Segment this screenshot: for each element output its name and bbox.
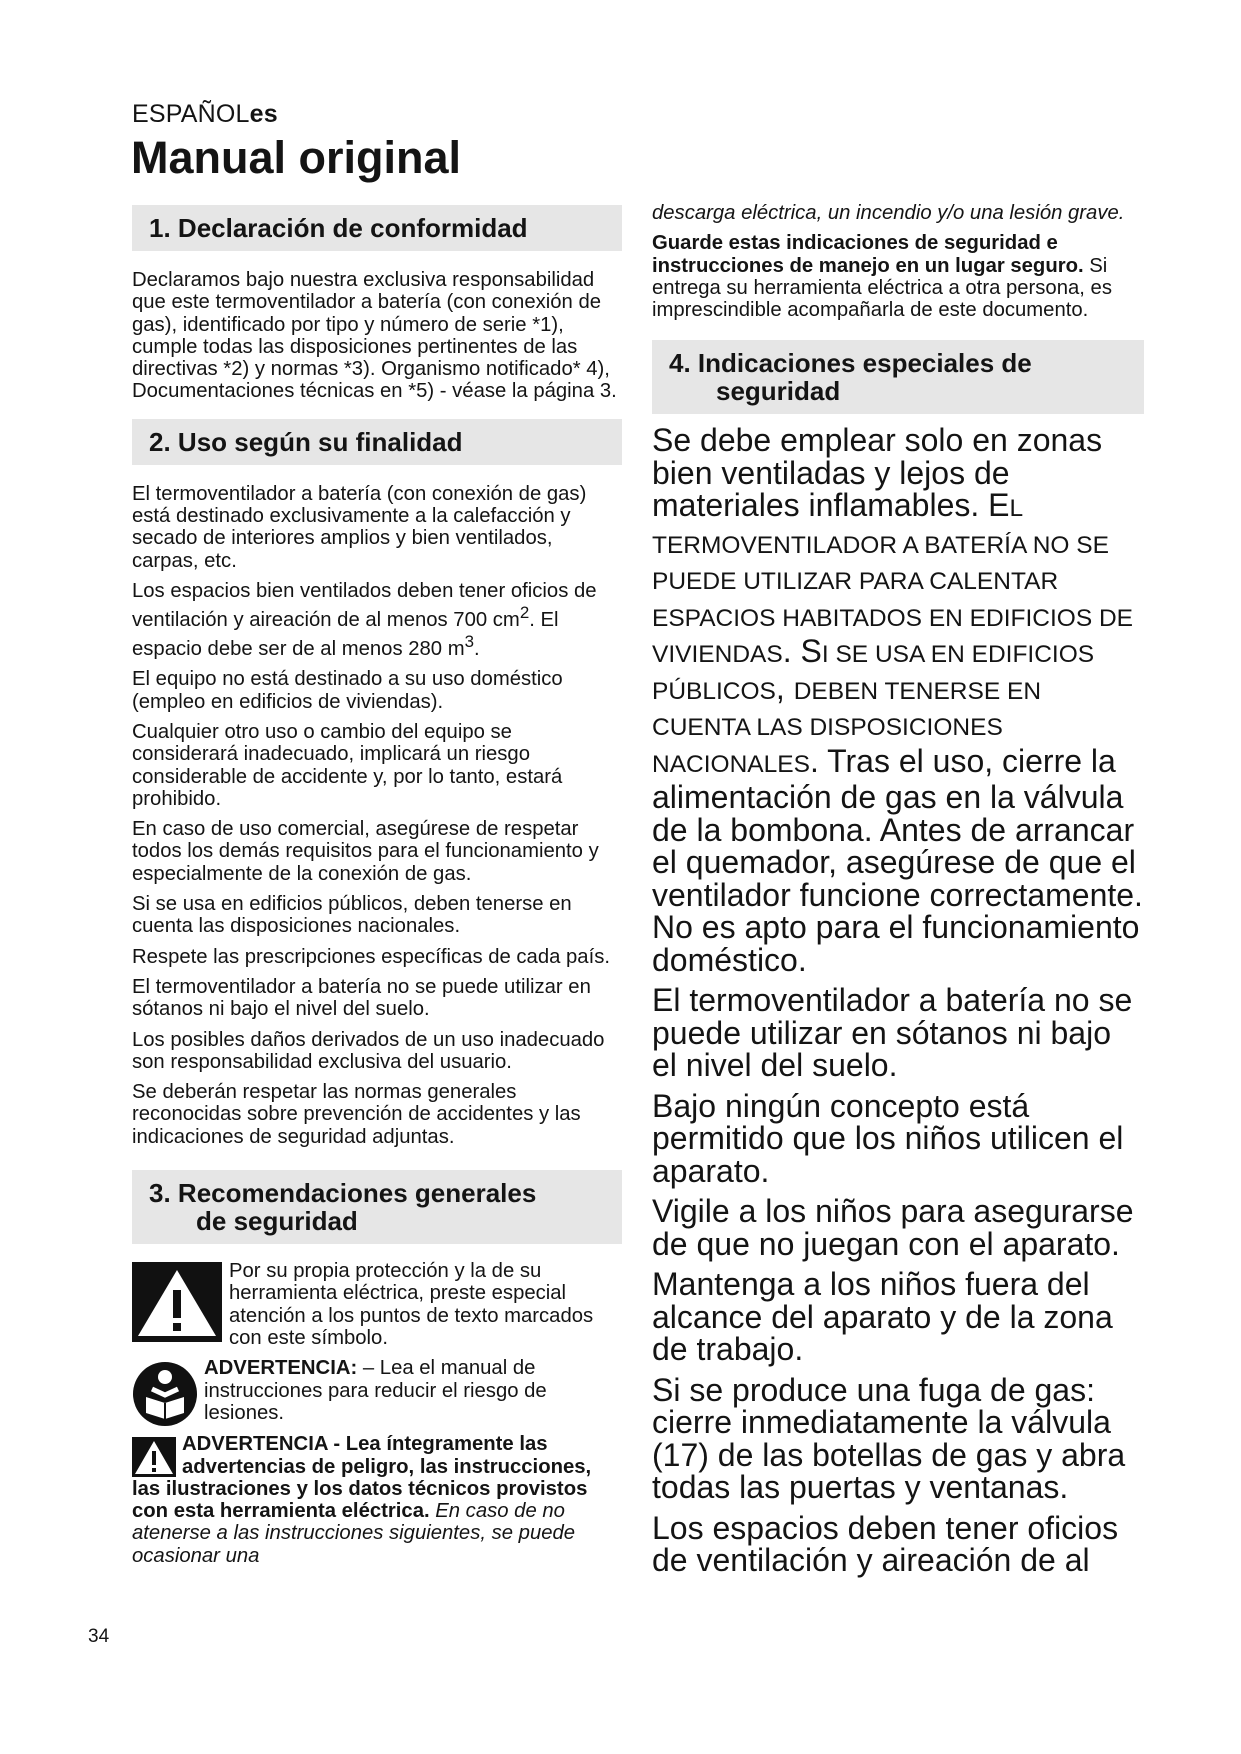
paragraph: El termoventilador a batería (con conexión de gas) está destinado exclusivamente a la calefacción y secado de interiores amplios y bien ventilados, carpas, etc. bbox=[132, 482, 587, 572]
text: – Lea el manual de instrucciones para reducir el riesgo de lesiones. bbox=[204, 1357, 547, 1424]
warning-label: ADVERTENCIA: bbox=[204, 1357, 358, 1380]
language-name: ESPAÑOL bbox=[132, 100, 250, 128]
section-title: Recomendaciones generales bbox=[177, 1178, 537, 1209]
text: . bbox=[474, 638, 480, 661]
warning-symbol-note bbox=[132, 1260, 622, 1349]
paragraph: El termoventilador a batería no se puede utilizar en sótanos ni bajo el nivel del suelo. bbox=[132, 975, 591, 1021]
keep-instructions-paragraph bbox=[652, 232, 1144, 321]
paragraph: Vigile a los niños para asegurarse de que no juegan con el aparato. bbox=[652, 1193, 1134, 1262]
warning-italic-text: En caso de no atenerse a las instrucciones siguientes, se puede ocasionar una bbox=[132, 1500, 576, 1567]
language-label bbox=[132, 100, 278, 129]
section-title: Uso según su finalidad bbox=[177, 426, 463, 457]
paragraph: El equipo no está destinado a su uso doméstico (empleo en edificios de viviendas). bbox=[132, 668, 563, 713]
section-4-heading bbox=[652, 340, 1144, 414]
paragraph: Se deberán respetar las normas generales reconocidas sobre prevención de accidentes y las indicaciones de seguridad adjuntas. bbox=[132, 1081, 581, 1148]
read-manual-note bbox=[132, 1357, 622, 1425]
paragraph: Si se usa en edificios públicos, deben tenerse en cuenta las disposiciones nacionales. bbox=[132, 893, 572, 938]
paragraph: Los posibles daños derivados de un uso inadecuado son responsabilidad exclusiva del usuario. bbox=[132, 1028, 605, 1073]
paragraph: Si se produce una fuga de gas: cierre inmediatamente la válvula (17) de las botellas de gas y abra todas las puertas y ventanas. bbox=[652, 1371, 1126, 1506]
read-manual-icon bbox=[132, 1361, 198, 1427]
section-title-continued: de seguridad bbox=[196, 1206, 358, 1237]
section-title: Declaración de conformidad bbox=[177, 213, 528, 243]
section-number: 4. bbox=[669, 348, 691, 379]
small-caps-text: L TERMOVENTILADOR A BATERÍA NO SE PUEDE UTILIZAR PARA CALENTAR ESPACIOS HABITADOS EN EDIFICIOS DE VIVIENDAS bbox=[652, 495, 1134, 669]
small-caps-text: DEBEN TENERSE EN CUENTA LAS DISPOSICIONES NACIONALES bbox=[652, 677, 1042, 778]
superscript: 3 bbox=[464, 632, 474, 652]
read-manual-text bbox=[132, 1357, 622, 1424]
text: . Tras el uso, cierre la alimentación de gas en la válvula de la bombona. Antes de arrancar el quemador, asegúrese de que el ventilador funcione correctamente. No es apto para el funcionamiento doméstico. bbox=[652, 742, 1143, 978]
bold-text: Guarde estas indicaciones de seguridad e instrucciones de manejo en un lugar seguro. bbox=[652, 232, 1084, 277]
small-caps-text: I SE USA EN EDIFICIOS PÚBLICOS bbox=[652, 641, 1095, 705]
section-3-heading bbox=[132, 1170, 622, 1244]
warning-symbol-text: Por su propia protección y la de su herramienta eléctrica, preste especial atención a los puntos de texto marcados con este símbolo. bbox=[229, 1260, 594, 1349]
page-title: Manual original bbox=[131, 132, 462, 183]
ventilation-paragraph bbox=[132, 580, 622, 660]
text: Si entrega su herramienta eléctrica a otra persona, es imprescindible acompañarla de este documento. bbox=[652, 254, 1112, 322]
paragraph: Cualquier otro uso o cambio del equipo se considerará inadecuado, implicará un riesgo considerable de accidente y, por lo tanto, estará prohibido. bbox=[132, 720, 563, 810]
section-number: 2. bbox=[149, 426, 171, 457]
paragraph: Los espacios deben tener oficios de ventilación y aireación de al bbox=[652, 1509, 1119, 1579]
superscript: 2 bbox=[519, 603, 530, 623]
paragraph: Mantenga a los niños fuera del alcance del aparato y de la zona de trabajo. bbox=[652, 1266, 1113, 1368]
text: , bbox=[775, 669, 794, 706]
paragraph: Bajo ningún concepto está permitido que los niños utilicen el aparato. bbox=[652, 1087, 1124, 1189]
page-number: 34 bbox=[88, 1626, 110, 1647]
warning-bold-text: ADVERTENCIA - Lea íntegramente las advertencias de peligro, las instrucciones, las ilustraciones y los datos técnicos provistos con esta herramienta eléctrica. bbox=[132, 1433, 592, 1523]
paragraph: Respete las prescripciones específicas de cada país. bbox=[132, 945, 610, 968]
section-title: Indicaciones especiales de bbox=[697, 348, 1032, 379]
text: . El espacio debe ser de al menos 280 m bbox=[132, 609, 559, 661]
section-title-continued: seguridad bbox=[716, 376, 841, 407]
text: Se debe emplear solo en zonas bien ventiladas y lejos de materiales inflamables. E bbox=[652, 422, 1103, 524]
section-number: 1. bbox=[149, 213, 171, 243]
paragraph: El termoventilador a batería no se puede utilizar en sótanos ni bajo el nivel del suelo. bbox=[652, 982, 1133, 1084]
warning-triangle-icon bbox=[132, 1437, 176, 1477]
section-number: 3. bbox=[149, 1178, 171, 1209]
general-warning-paragraph bbox=[132, 1433, 622, 1567]
warning-continuation: descarga eléctrica, un incendio y/o una lesión grave. bbox=[652, 202, 1125, 224]
ventilation-warning bbox=[652, 424, 1144, 976]
section-2-heading bbox=[132, 419, 622, 465]
warning-triangle-icon bbox=[132, 1262, 222, 1342]
right-column bbox=[652, 202, 1144, 1585]
left-column bbox=[132, 205, 622, 1567]
section-1-heading bbox=[132, 205, 622, 251]
paragraph: En caso de uso comercial, asegúrese de respetar todos los demás requisitos para el funcionamiento y especialmente de la conexión de gas. bbox=[132, 818, 599, 885]
language-code: es bbox=[249, 100, 278, 128]
declaration-paragraph: Declaramos bajo nuestra exclusiva responsabilidad que este termoventilador a batería (con conexión de gas), identificado por tipo y número de serie *1), cumple todas las disposiciones pertinentes de las directivas *2) y normas *3). Organismo notificado* 4), Documentaciones técnicas en *5) - véase la página 3. bbox=[132, 269, 617, 403]
text: . S bbox=[782, 633, 822, 670]
text: Los espacios bien ventilados deben tener oficios de ventilación y aireación de al menos 700 cm bbox=[132, 579, 597, 632]
